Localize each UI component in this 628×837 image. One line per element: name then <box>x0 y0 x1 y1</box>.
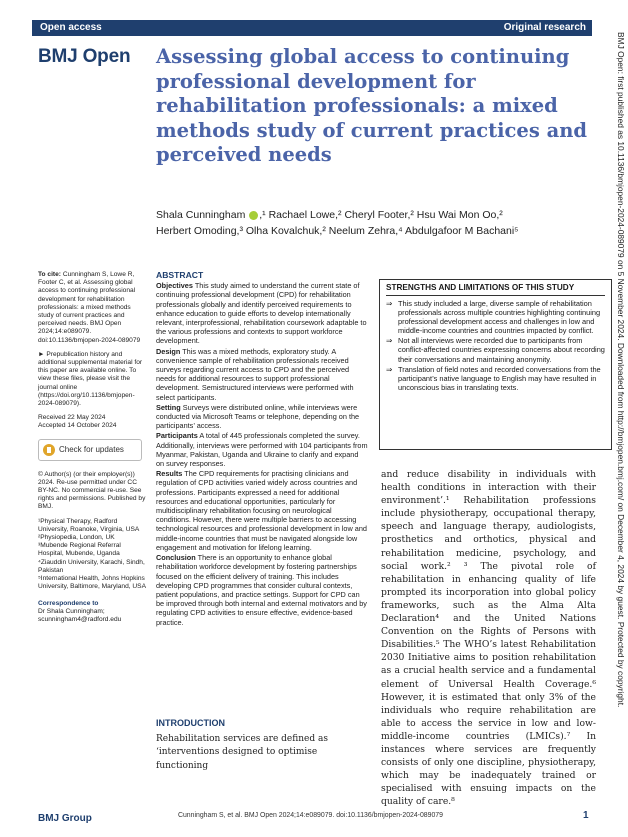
abstract-objectives <box>156 281 368 345</box>
abstract-text: This study aimed to understand the current state of continuing professional development (CPD) for rehabilitation professionals globally and identify perceived requirements to enhance education to guide efforts to develop internationally relevant, interprofessional, rehabilitation coursework adaptable to the various professions and contexts to support workforce development. <box>156 281 367 346</box>
correspondence-text[interactable]: Dr Shala Cunningham; scunningham4@radford.edu <box>38 607 122 623</box>
publisher-logo[interactable]: BMJ Group <box>38 813 92 824</box>
strengths-heading: STRENGTHS AND LIMITATIONS OF THIS STUDY <box>386 283 605 296</box>
download-notice <box>612 32 626 822</box>
abstract-design <box>156 347 368 402</box>
abstract-label: Objectives <box>156 281 193 291</box>
affiliation-item: ⁵International Health, Johns Hopkins University, Baltimore, Maryland, USA <box>38 575 146 591</box>
update-icon <box>43 444 55 456</box>
affiliation-item: ¹Physical Therapy, Radford University, Roanoke, Virginia, USA <box>38 517 140 533</box>
abstract-text: The CPD requirements for practising clinicians and regulation of CPD activities varied widely across countries and professions. Participants expressed a need for additional resources and educational opportunities, particularly for multidisciplinary rehabilitation focusing on neurological conditions. However, there were multiple barriers to accessing technological resources and professional development in low and middle-income countries that must be navigated alongside low engagement and motivation for lifelong learning. <box>156 469 367 552</box>
author-name[interactable]: Shala Cunningham <box>156 209 246 221</box>
introduction-text-left: Rehabilitation services are defined as ‘interventions designed to optimise functioning <box>156 734 328 771</box>
abstract-label: Setting <box>156 402 181 412</box>
abstract-text: This was a mixed methods, exploratory study. A convenience sample of rehabilitation professionals received surveys regarding current access to CPD and the perceived needs for additional resources to support professional development. Semistructured interviews were performed with select participants. <box>156 346 354 402</box>
abstract-setting <box>156 403 368 431</box>
abstract-label: Results <box>156 469 183 479</box>
abstract-conclusion <box>156 553 368 627</box>
strengths-item: ⇒ Translation of field notes and recorded conversations from the participant’s native language to English may have resulted in unconscious bias in translating texts. <box>386 365 605 392</box>
introduction-text-right: and reduce disability in individuals with health conditions in interaction with their environment’.¹ Rehabilitation professions include physiotherapy, occupational therapy, speech and language therapy, audiologists, prosthetics and orthotics, physical and rehabilitation medicine, psychology, and social work.² ³ The pivotal role of rehabilitation in enhancing quality of life prompted its incorporation into global policy frameworks, such as the Alma Alta Declaration⁴ and the United Nations Convention on the Rights of Persons with Disabilities.⁵ The WHO’s latest Rehabilitation 2030 Initiative aims to position rehabilitation as a crucial health service and a fundamental element of Universal Health Coverage.⁶ However, it is estimated that only 3% of the individuals who require rehabilitation are able to access the service in low and low-middle-income countries (LMICs).⁷ In instances where services are frequently consists of only one discipline, physiotherapy, which may be inadequately trained or specialised with ensuing impacts on the quality of care.⁸ <box>381 469 596 808</box>
abstract-text: Surveys were distributed online, while interviews were conducted via Microsoft Teams or telephone, depending on the participants’ access. <box>156 402 360 431</box>
cite-block <box>38 271 148 345</box>
prepub-note[interactable]: ► Prepublication history and additional supplemental material for this paper are available online. To view these files, please visit the journal online (https://doi.org/10.1136/bmjopen-2024-089079). <box>38 350 143 408</box>
download-notice-text: BMJ Open: first published as 10.1136/bmjopen-2024-089079 on 5 November 2024. Downloaded from http://bmjopen.bmj.com/ on December 4, 2024 by guest. Protected by copyright. <box>616 32 626 708</box>
check-for-updates-button[interactable] <box>38 439 142 461</box>
strengths-item: ⇒ This study included a large, diverse sample of rehabilitation professionals across multiple countries highlighting continuing professional development access and challenges in low and middle-income countries and countries impacted by conflict. <box>386 299 605 335</box>
correspondence-heading: Correspondence to <box>38 599 99 607</box>
cite-text: Cunningham S, Lowe R, Footer C, et al. Assessing global access to continuing professional development for rehabilitation professionals: a mixed methods study of current practices and perceived needs. BMJ Open 2024;14:e089079. doi:10.1136/bmjopen-2024-089079 <box>38 271 141 344</box>
abstract-heading: ABSTRACT <box>156 270 204 280</box>
affiliation-item: ²Physiopedia, London, UK <box>38 534 115 542</box>
author-list <box>156 207 596 239</box>
header-bar <box>32 20 592 36</box>
strengths-limitations-box <box>379 279 612 450</box>
orcid-icon[interactable] <box>249 211 258 220</box>
footer-citation: Cunningham S, et al. BMJ Open 2024;14:e089079. doi:10.1136/bmjopen-2024-089079 <box>178 812 443 819</box>
abstract-participants <box>156 431 368 468</box>
check-for-updates-label: Check for updates <box>59 444 124 454</box>
abstract-results <box>156 469 368 552</box>
affiliation-item: ⁴Ziauddin University, Karachi, Sindh, Pakistan <box>38 558 145 574</box>
strengths-list <box>386 299 605 392</box>
accepted-date: Accepted 14 October 2024 <box>38 422 117 430</box>
article-sidebar <box>38 271 148 624</box>
abstract-label: Participants <box>156 431 198 441</box>
page-number: 1 <box>583 810 589 821</box>
copyright-text: © Author(s) (or their employer(s)) 2024. Re-use permitted under CC BY-NC. No commercial re-use. See rights and permissions. Published by BMJ. <box>38 470 146 511</box>
abstract-text: There is an opportunity to enhance global rehabilitation workforce development by fostering partnerships focused on the efficient delivery of training. This includes developing CPD programmes that consider cultural contexts, patient populations, and practice settings. Support for CPD can be improved through both internal and external motivators and by regulating CPD activities to ensure effective, evidence-based practice. <box>156 553 367 627</box>
article-title: Assessing global access to continuing professional development for rehabilitation professionals: a mixed methods study of current practices and perceived needs <box>156 45 588 166</box>
abstract-label: Conclusion <box>156 553 196 563</box>
journal-logo[interactable]: BMJ Open <box>38 46 131 67</box>
abstract-section <box>156 271 368 628</box>
cite-label: To cite: <box>38 271 61 278</box>
article-type-label: Original research <box>503 22 586 33</box>
received-date: Received 22 May 2024 <box>38 414 106 422</box>
abstract-label: Design <box>156 346 181 356</box>
open-access-label: Open access <box>40 22 102 33</box>
author-names-line1: ,¹ Rachael Lowe,² Cheryl Footer,² Hsu Wai Mon Oo,² <box>259 209 503 221</box>
affiliation-list <box>38 518 148 592</box>
introduction-heading: INTRODUCTION <box>156 718 225 728</box>
abstract-text: A total of 445 professionals completed the survey. Additionally, interviews were performed with 104 participants from Myanmar, Pakistan, Uganda and Ukraine to clarify and expand on survey responses. <box>156 431 368 469</box>
affiliation-item: ³Mubende Regional Referral Hospital, Mubende, Uganda <box>38 542 121 558</box>
strengths-item: ⇒ Not all interviews were recorded due to participants from conflict-affected countries expressing concerns about recording their conversations and maintaining anonymity. <box>386 336 605 363</box>
author-names-line2: Herbert Omoding,³ Olha Kovalchuk,² Neelum Zehra,⁴ Abdulgafoor M Bachani⁵ <box>156 225 519 237</box>
